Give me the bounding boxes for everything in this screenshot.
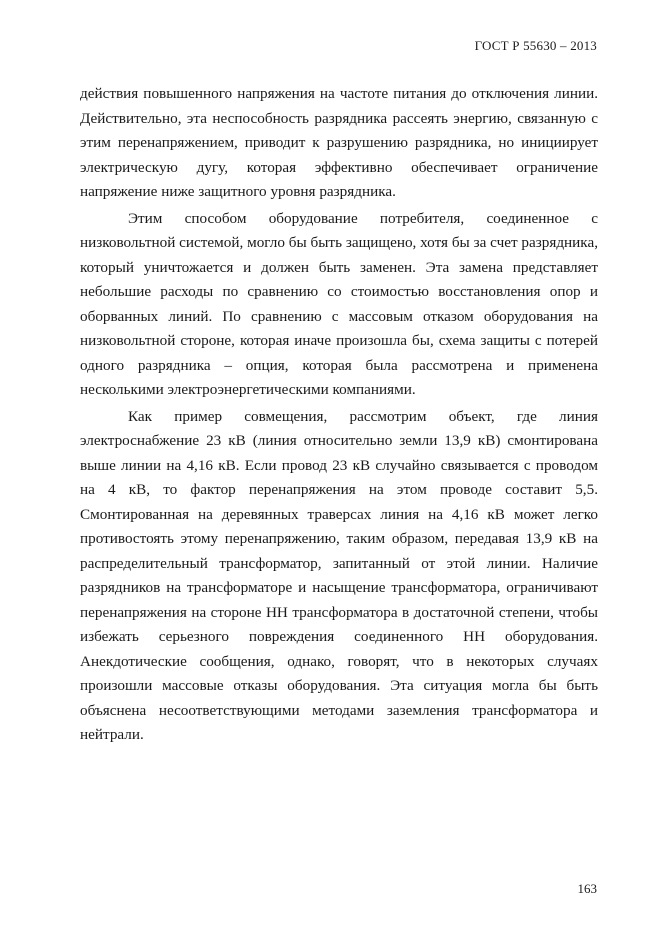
paragraph: Как пример совмещения, рассмотрим объект, где линия электроснабжение 23 кВ (линия относительно земли 13,9 кВ) смонтирована выше линии на 4,16 кВ. Если провод 23 кВ случайно связывается с проводом на 4 кВ, то фактор перенапряжения на этом проводе составит 5,5. Смонтированная на деревянных траверсах линия на 4,16 кВ может легко противостоять этому перенапряжению, таким образом, передавая 13,9 кВ на распределительный трансформатор, запитанный от этой линии. Наличие разрядников на трансформаторе и насыщение трансформатора, ограничивают перенапряжения на стороне НН трансформатора в достаточной степени, чтобы избежать серьезного повреждения соединенного НН оборудования. Анекдотические сообщения, однако, говорят, что в некоторых случаях произошли массовые отказы оборудования. Эта ситуация могла бы быть объяснена несоответствующими методами заземления трансформатора и нейтрали.	[80, 407, 598, 743]
document-body	[80, 82, 598, 748]
paragraph: Этим способом оборудование потребителя, соединенное с низковольтной системой, могло бы быть защищено, хотя бы за счет разрядника, который уничтожается и должен быть заменен. Эта замена представляет небольшие расходы по сравнению со стоимостью восстановления опор и оборванных линий. По сравнению с массовым отказом оборудования на низковольтной стороне, которая иначе произошла бы, схема защиты с потерей одного разрядника – опция, которая была рассмотрена и применена несколькими электроэнергетическими компаниями.	[80, 209, 598, 398]
document-standard-header: ГОСТ Р 55630 – 2013	[474, 38, 597, 53]
paragraph-continuation: действия повышенного напряжения на частоте питания до отключения линии. Действительно, эта неспособность разрядника рассеять энергию, связанную с этим перенапряжением, приводит к разрушению разрядника, но инициирует электрическую дугу, которая эффективно обеспечивает ограничение напряжение ниже защитного уровня разрядника.	[80, 85, 598, 200]
page-number: 163	[577, 881, 597, 896]
